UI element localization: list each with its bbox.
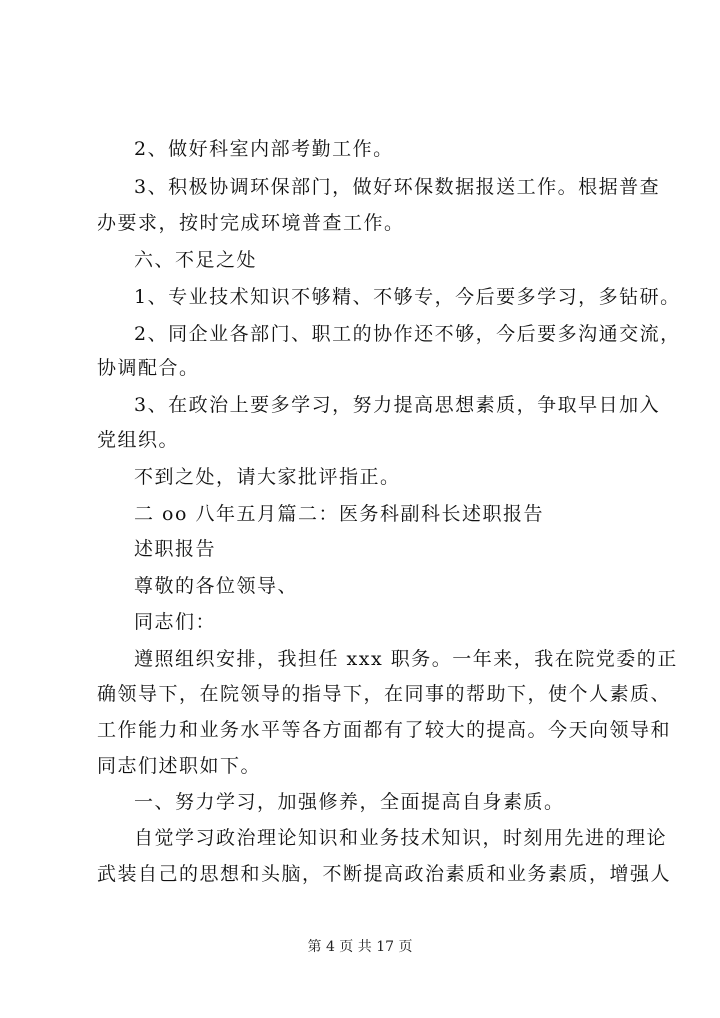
salutation-line: 同志们： [134,611,217,633]
paragraph-line: 同志们述职如下。 [97,755,262,777]
paragraph-line: 协调配合。 [97,357,200,379]
section-heading: 六、不足之处 [134,249,258,271]
paragraph-line: 遵照组织安排，我担任 xxx 职务。一年来，我在院党委的正 [134,648,678,670]
report-title: 述职报告 [134,538,217,560]
paragraph-line: 1、专业技术知识不够精、不够专，今后要多学习，多钻研。 [134,286,681,308]
paragraph-line: 办要求，按时完成环境普查工作。 [97,212,405,234]
paragraph-line: 不到之处，请大家批评指正。 [134,466,401,488]
paragraph-line: 确领导下，在院领导的指导下，在同事的帮助下，使个人素质、 [97,683,672,705]
paragraph-line: 3、在政治上要多学习，努力提高思想素质，争取早日加入 [134,394,661,416]
salutation-line: 尊敬的各位领导、 [134,575,299,597]
paragraph-line: 3、积极协调环保部门，做好环保数据报送工作。根据普查 [134,176,661,198]
paragraph-line: 自觉学习政治理论知识和业务技术知识，时刻用先进的理论 [134,827,668,849]
paragraph-line: 武装自己的思想和头脑，不断提高政治素质和业务素质，增强人 [97,863,672,885]
date-title-line: 二 oo 八年五月篇二：医务科副科长述职报告 [134,503,544,525]
page-number-footer: 第 4 页 共 17 页 [307,939,413,955]
paragraph-line: 工作能力和业务水平等各方面都有了较大的提高。今天向领导和 [97,719,672,741]
paragraph-line: 2、同企业各部门、职工的协作还不够，今后要多沟通交流， [134,323,681,345]
paragraph-line: 2、做好科室内部考勤工作。 [134,138,394,160]
paragraph-line: 党组织。 [97,429,180,451]
section-heading: 一、努力学习，加强修养，全面提高自身素质。 [134,791,565,813]
